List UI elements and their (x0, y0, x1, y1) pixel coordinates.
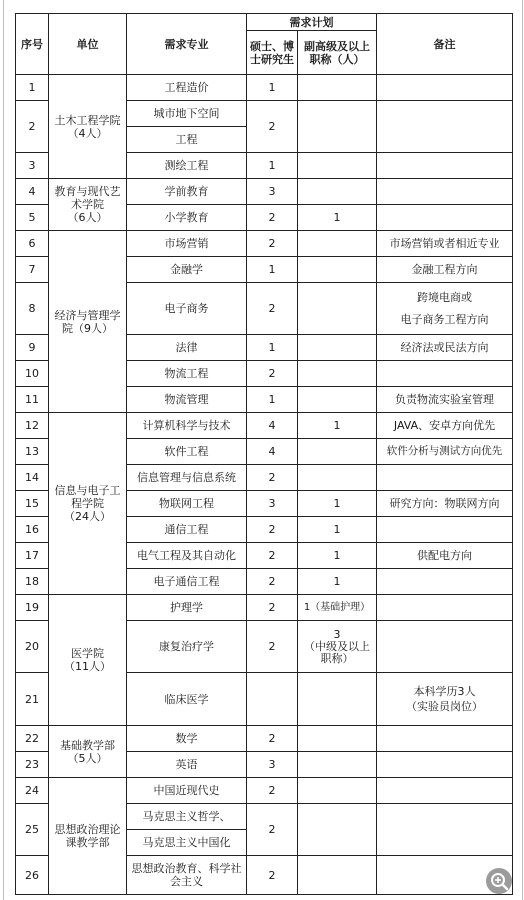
major-cell: 电子商务 (127, 283, 247, 335)
masters-cell: 2 (247, 283, 298, 335)
masters-cell: 1 (247, 335, 298, 361)
header-plan: 需求计划 (247, 14, 377, 31)
major-cell: 护理学 (127, 595, 247, 621)
masters-cell: 4 (247, 413, 298, 439)
header-seq: 序号 (16, 14, 49, 75)
seq-cell: 21 (16, 673, 49, 726)
masters-cell: 3 (247, 752, 298, 778)
seq-cell: 19 (16, 595, 49, 621)
senior-cell (298, 778, 377, 804)
senior-cell (298, 439, 377, 465)
seq-cell: 17 (16, 543, 49, 569)
seq-cell: 24 (16, 778, 49, 804)
senior-cell: 1 (298, 491, 377, 517)
remarks-cell (377, 361, 513, 387)
senior-cell: 1 (298, 543, 377, 569)
unit-cell: 教育与现代艺术学院 （6人） (49, 179, 127, 231)
major-cell: 测绘工程 (127, 153, 247, 179)
remarks-cell (377, 804, 513, 856)
major-cell: 中国近现代史 (127, 778, 247, 804)
masters-cell: 2 (247, 726, 298, 752)
remarks-cell (377, 517, 513, 543)
major-cell: 电气工程及其自动化 (127, 543, 247, 569)
remarks-cell (377, 778, 513, 804)
remarks-cell (377, 621, 513, 673)
senior-cell (298, 387, 377, 413)
seq-cell: 3 (16, 153, 49, 179)
masters-cell: 2 (247, 621, 298, 673)
seq-cell: 25 (16, 804, 49, 856)
masters-cell: 2 (247, 569, 298, 595)
major-cell: 临床医学 (127, 673, 247, 726)
senior-cell (298, 75, 377, 101)
seq-cell: 14 (16, 465, 49, 491)
senior-cell (298, 856, 377, 895)
senior-cell (298, 231, 377, 257)
remarks-cell: JAVA、安卓方向优先 (377, 413, 513, 439)
remarks-cell (377, 465, 513, 491)
masters-cell: 3 (247, 491, 298, 517)
major-cell: 软件工程 (127, 439, 247, 465)
senior-cell (298, 153, 377, 179)
remarks-cell (377, 752, 513, 778)
major-cell: 电子通信工程 (127, 569, 247, 595)
major-cell: 信息管理与信息系统 (127, 465, 247, 491)
masters-cell: 4 (247, 439, 298, 465)
seq-cell: 22 (16, 726, 49, 752)
header-remarks: 备注 (377, 14, 513, 75)
unit-cell: 经济与管理学院（9人） (49, 231, 127, 413)
senior-cell (298, 673, 377, 726)
masters-cell: 1 (247, 75, 298, 101)
remarks-cell (377, 205, 513, 231)
remarks-cell (377, 569, 513, 595)
remarks-cell: 研究方向：物联网方向 (377, 491, 513, 517)
remarks-cell (377, 726, 513, 752)
seq-cell: 15 (16, 491, 49, 517)
masters-cell: 3 (247, 179, 298, 205)
header-unit: 单位 (49, 14, 127, 75)
masters-cell: 2 (247, 361, 298, 387)
major-cell: 计算机科学与技术 (127, 413, 247, 439)
major-cell: 小学教育 (127, 205, 247, 231)
seq-cell: 9 (16, 335, 49, 361)
major-cell: 工程 (127, 127, 247, 153)
zoom-in-icon[interactable] (486, 868, 512, 894)
senior-cell (298, 726, 377, 752)
senior-cell: 3 （中级及以上职称） (298, 621, 377, 673)
major-cell: 金融学 (127, 257, 247, 283)
masters-cell (247, 673, 298, 726)
unit-cell: 土木工程学院 （4人） (49, 75, 127, 179)
unit-cell: 信息与电子工程学院 （24人） (49, 413, 127, 595)
senior-cell (298, 101, 377, 153)
seq-cell: 13 (16, 439, 49, 465)
senior-cell (298, 257, 377, 283)
unit-cell: 基础教学部 （5人） (49, 726, 127, 778)
remarks-cell: 负责物流实验室管理 (377, 387, 513, 413)
senior-cell (298, 283, 377, 335)
major-cell: 思想政治教育、科学社会主义 (127, 856, 247, 895)
senior-cell (298, 361, 377, 387)
masters-cell: 2 (247, 804, 298, 856)
major-cell: 物流管理 (127, 387, 247, 413)
seq-cell: 23 (16, 752, 49, 778)
recruitment-table (15, 13, 513, 895)
seq-cell: 5 (16, 205, 49, 231)
major-cell: 数学 (127, 726, 247, 752)
major-cell: 物流工程 (127, 361, 247, 387)
major-cell: 马克思主义哲学、 (127, 804, 247, 830)
remarks-cell: 供配电方向 (377, 543, 513, 569)
masters-cell: 2 (247, 517, 298, 543)
senior-cell: 1 (298, 413, 377, 439)
header-senior: 副高级及以上职称（人） (298, 31, 377, 75)
seq-cell: 11 (16, 387, 49, 413)
remarks-cell: 市场营销或者相近专业 (377, 231, 513, 257)
senior-cell (298, 335, 377, 361)
masters-cell: 2 (247, 778, 298, 804)
seq-cell: 2 (16, 101, 49, 153)
masters-cell: 1 (247, 153, 298, 179)
major-cell: 物联网工程 (127, 491, 247, 517)
remarks-cell (377, 75, 513, 101)
header-major: 需求专业 (127, 14, 247, 75)
seq-cell: 10 (16, 361, 49, 387)
seq-cell: 18 (16, 569, 49, 595)
remarks-cell (377, 101, 513, 153)
major-cell: 市场营销 (127, 231, 247, 257)
masters-cell: 2 (247, 543, 298, 569)
remarks-cell (377, 595, 513, 621)
seq-cell: 20 (16, 621, 49, 673)
senior-cell: 1（基础护理） (298, 595, 377, 621)
major-cell: 马克思主义中国化 (127, 830, 247, 856)
masters-cell: 1 (247, 257, 298, 283)
header-masters: 硕士、博士研究生 (247, 31, 298, 75)
major-cell: 工程造价 (127, 75, 247, 101)
major-cell: 康复治疗学 (127, 621, 247, 673)
masters-cell: 1 (247, 387, 298, 413)
unit-cell: 医学院 （11人） (49, 595, 127, 726)
seq-cell: 16 (16, 517, 49, 543)
remarks-cell: 经济法或民法方向 (377, 335, 513, 361)
remarks-cell (377, 153, 513, 179)
remarks-cell: 跨境电商或 电子商务工程方向 (377, 283, 513, 335)
major-cell: 城市地下空间 (127, 101, 247, 127)
major-cell: 英语 (127, 752, 247, 778)
seq-cell: 6 (16, 231, 49, 257)
seq-cell: 12 (16, 413, 49, 439)
senior-cell (298, 179, 377, 205)
seq-cell: 7 (16, 257, 49, 283)
masters-cell: 2 (247, 101, 298, 153)
masters-cell: 2 (247, 856, 298, 895)
senior-cell (298, 804, 377, 856)
major-cell: 学前教育 (127, 179, 247, 205)
major-cell: 法律 (127, 335, 247, 361)
remarks-cell (377, 179, 513, 205)
masters-cell: 2 (247, 465, 298, 491)
seq-cell: 4 (16, 179, 49, 205)
senior-cell (298, 465, 377, 491)
masters-cell: 2 (247, 595, 298, 621)
senior-cell: 1 (298, 517, 377, 543)
masters-cell: 2 (247, 205, 298, 231)
remarks-cell: 本科学历3人 （实验员岗位） (377, 673, 513, 726)
unit-cell: 思想政治理论课教学部 (49, 778, 127, 895)
major-cell: 通信工程 (127, 517, 247, 543)
senior-cell (298, 752, 377, 778)
senior-cell: 1 (298, 205, 377, 231)
remarks-cell: 软件分析与测试方向优先 (377, 439, 513, 465)
seq-cell: 8 (16, 283, 49, 335)
seq-cell: 1 (16, 75, 49, 101)
senior-cell: 1 (298, 569, 377, 595)
seq-cell: 26 (16, 856, 49, 895)
masters-cell: 2 (247, 231, 298, 257)
remarks-cell: 金融工程方向 (377, 257, 513, 283)
